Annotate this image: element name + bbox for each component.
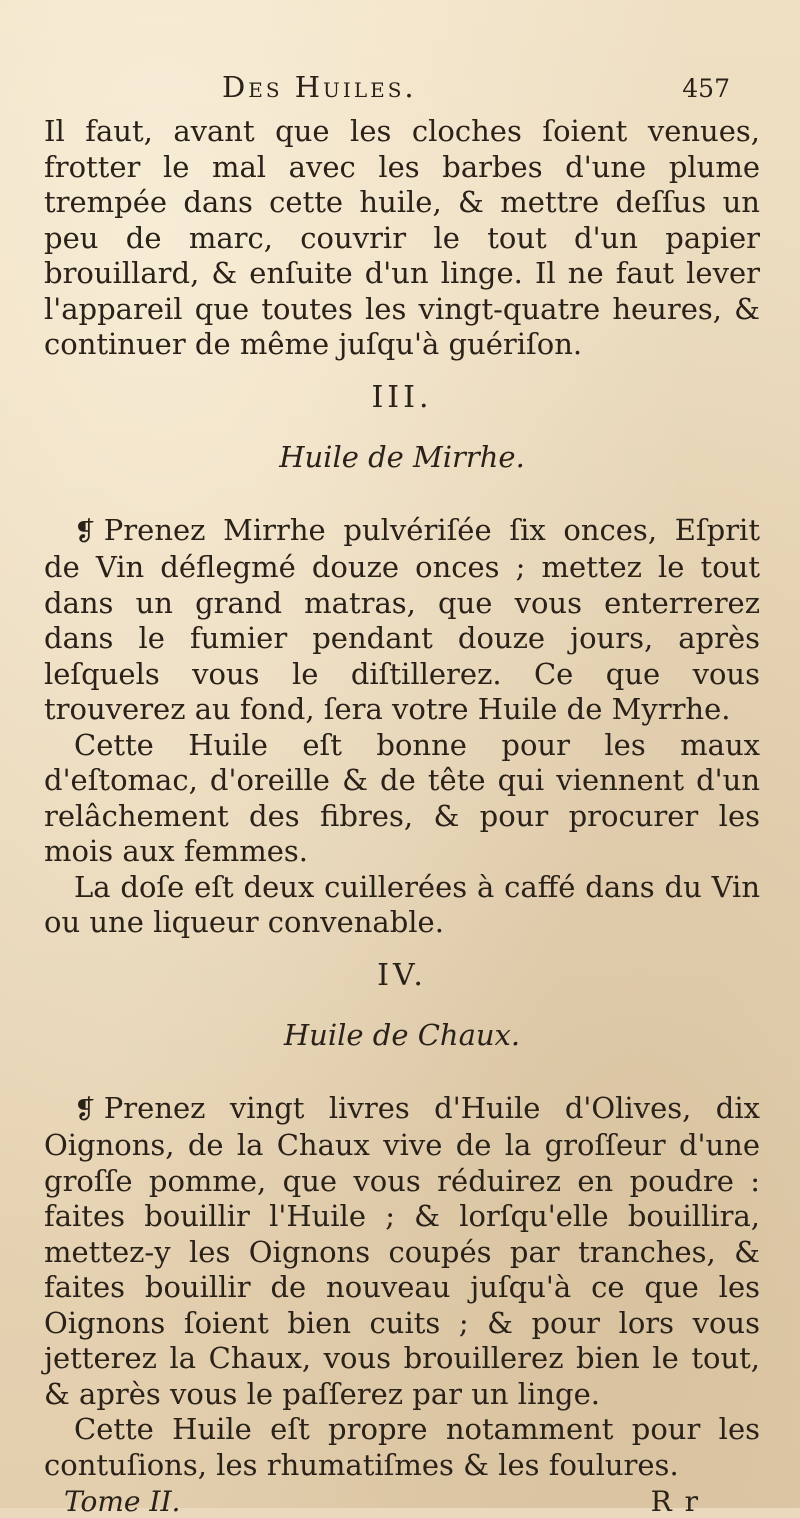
page-number: 457 — [682, 74, 730, 103]
usage-paragraph: Cette Huile eſt propre notamment pour les contuſions, les rhumatiſmes & les foulures. — [44, 1412, 760, 1482]
continuation-paragraph: Il faut, avant que les cloches ſoient venues, frotter le mal avec les barbes d'une plume trempée dans cette huile, & mettre deſſus un peu de marc, couvrir le tout d'un papier brouillard, & enſuite d'un linge. Il ne faut lever l'appareil que toutes les vingt-quatre heures, & continuer de même juſqu'à guériſon. — [44, 114, 760, 361]
recipe-paragraph — [44, 513, 760, 728]
recipe-paragraph — [44, 1091, 760, 1413]
signature-mark: R r — [650, 1485, 700, 1518]
tome-label: Tome II. — [64, 1485, 181, 1518]
dose-paragraph: La doſe eſt deux cuillerées à caffé dans du Vin ou une liqueur convenable. — [44, 869, 760, 939]
paragraph-text: Prenez Mirrhe pulvériſée ſix onces, Eſprit de Vin déflegmé douze onces ; mettez le tout dans un grand matras, que vous enterrerez dans le fumier pendant douze jours, après leſquels vous le diſtillerez. Ce que vous trouverez au fond, ſera votre Huile de Myrrhe. — [44, 512, 760, 726]
pilcrow-icon: ❡ — [74, 1094, 96, 1125]
usage-paragraph: Cette Huile eſt bonne pour les maux d'eſtomac, d'oreille & de tête qui viennent d'un relâchement des fibres, & pour procurer les mois aux femmes. — [44, 727, 760, 868]
pilcrow-icon: ❡ — [74, 516, 96, 547]
section-number-4: IV. — [377, 957, 427, 993]
running-head: Des Huiles. — [222, 70, 417, 104]
section-number-3: III. — [371, 379, 433, 415]
paragraph-text: Prenez vingt livres d'Huile d'Olives, dix Oignons, de la Chaux vive de la groſſeur d'une groſſe pomme, que vous réduirez en poudre : faites bouillir l'Huile ; & lorſqu'elle bouillira, mettez-y les Oignons coupés par tranches, & faites bouillir de nouveau juſqu'à ce que les Oignons ſoient bien cuits ; & pour lors vous jetterez la Chaux, vous brouillerez bien le tout, & après vous le paſſerez par un linge. — [44, 1090, 760, 1411]
page-header — [44, 70, 760, 110]
page-footer — [44, 1485, 760, 1518]
section-title-huile-de-chaux: Huile de Chaux. — [283, 1017, 521, 1052]
section-title-huile-de-mirrhe: Huile de Mirrhe. — [279, 439, 525, 474]
